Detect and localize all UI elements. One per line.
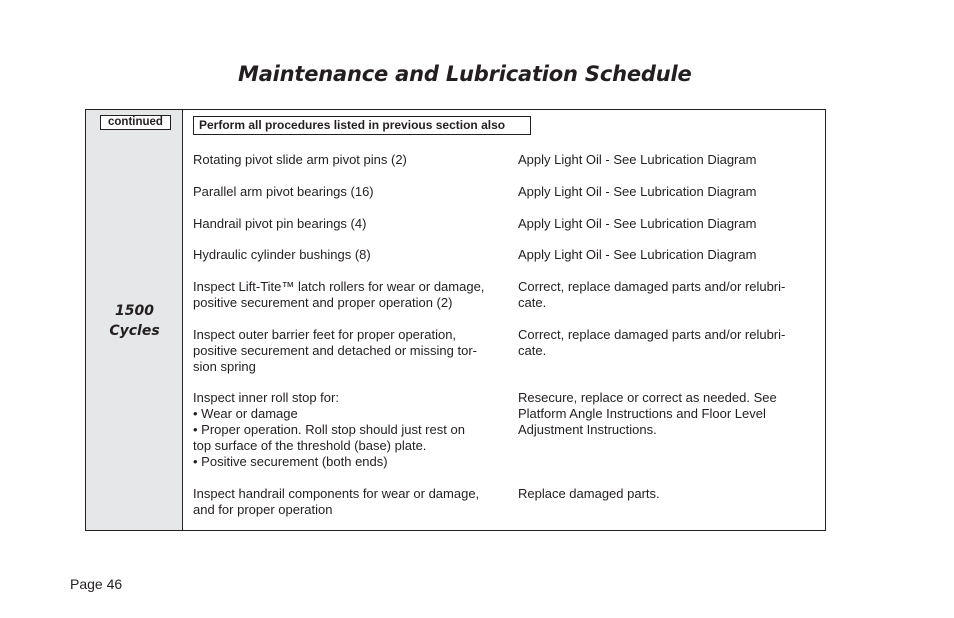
action-line: Apply Light Oil - See Lubrication Diagram [518, 184, 757, 199]
cycle-interval-label [86, 301, 183, 341]
procedure-line: Parallel arm pivot bearings (16) [193, 184, 374, 199]
action-line: Apply Light Oil - See Lubrication Diagram [518, 216, 757, 231]
procedure-line: Inspect outer barrier feet for proper operation, [193, 327, 457, 342]
procedure-text [193, 390, 493, 470]
procedure-line: Inspect handrail components for wear or damage, [193, 486, 480, 501]
action-text [518, 184, 813, 200]
procedure-line: positive securement and detached or missing tor- [193, 343, 477, 358]
action-line: Platform Angle Instructions and Floor Level [518, 406, 766, 421]
cycle-unit: Cycles [109, 323, 160, 339]
procedure-line: and for proper operation [193, 502, 333, 517]
action-line: cate. [518, 343, 547, 358]
procedure-line: Hydraulic cylinder bushings (8) [193, 247, 371, 262]
procedure-text [193, 152, 493, 168]
page-title: Maintenance and Lubrication Schedule [238, 62, 692, 86]
action-text [518, 390, 813, 438]
cycle-count: 1500 [115, 303, 154, 319]
page-number: Page 46 [70, 576, 123, 592]
procedure-text [193, 486, 493, 518]
cycle-column [86, 110, 183, 530]
procedure-text [193, 279, 493, 311]
procedure-text [193, 327, 493, 375]
action-line: Apply Light Oil - See Lubrication Diagram [518, 152, 757, 167]
procedure-line: Handrail pivot pin bearings (4) [193, 216, 367, 231]
procedure-line: Inspect Lift-Tite™ latch rollers for wear or damage, [193, 279, 485, 294]
action-line: Resecure, replace or correct as needed. See [518, 390, 777, 405]
action-line: Correct, replace damaged parts and/or relubri- [518, 327, 786, 342]
action-text [518, 279, 813, 311]
procedure-line: positive securement and proper operation (2) [193, 295, 453, 310]
action-text [518, 486, 813, 502]
procedure-line: • Positive securement (both ends) [193, 454, 388, 469]
action-line: Replace damaged parts. [518, 486, 660, 501]
action-line: Adjustment Instructions. [518, 422, 657, 437]
section-header-note: Perform all procedures listed in previous section also [193, 116, 531, 135]
procedure-text [193, 216, 493, 232]
continued-label: continued [100, 115, 171, 130]
action-line: Correct, replace damaged parts and/or relubri- [518, 279, 786, 294]
procedure-line: sion spring [193, 359, 256, 374]
procedure-line: • Wear or damage [193, 406, 298, 421]
action-text [518, 327, 813, 359]
procedure-text [193, 247, 493, 263]
action-line: Apply Light Oil - See Lubrication Diagram [518, 247, 757, 262]
procedure-text [193, 184, 493, 200]
action-text [518, 152, 813, 168]
action-text [518, 247, 813, 263]
schedule-table [85, 109, 826, 531]
procedure-line: Rotating pivot slide arm pivot pins (2) [193, 152, 407, 167]
procedure-line: top surface of the threshold (base) plate. [193, 438, 427, 453]
procedure-line: • Proper operation. Roll stop should just rest on [193, 422, 465, 437]
action-text [518, 216, 813, 232]
action-line: cate. [518, 295, 547, 310]
procedure-line: Inspect inner roll stop for: [193, 390, 339, 405]
